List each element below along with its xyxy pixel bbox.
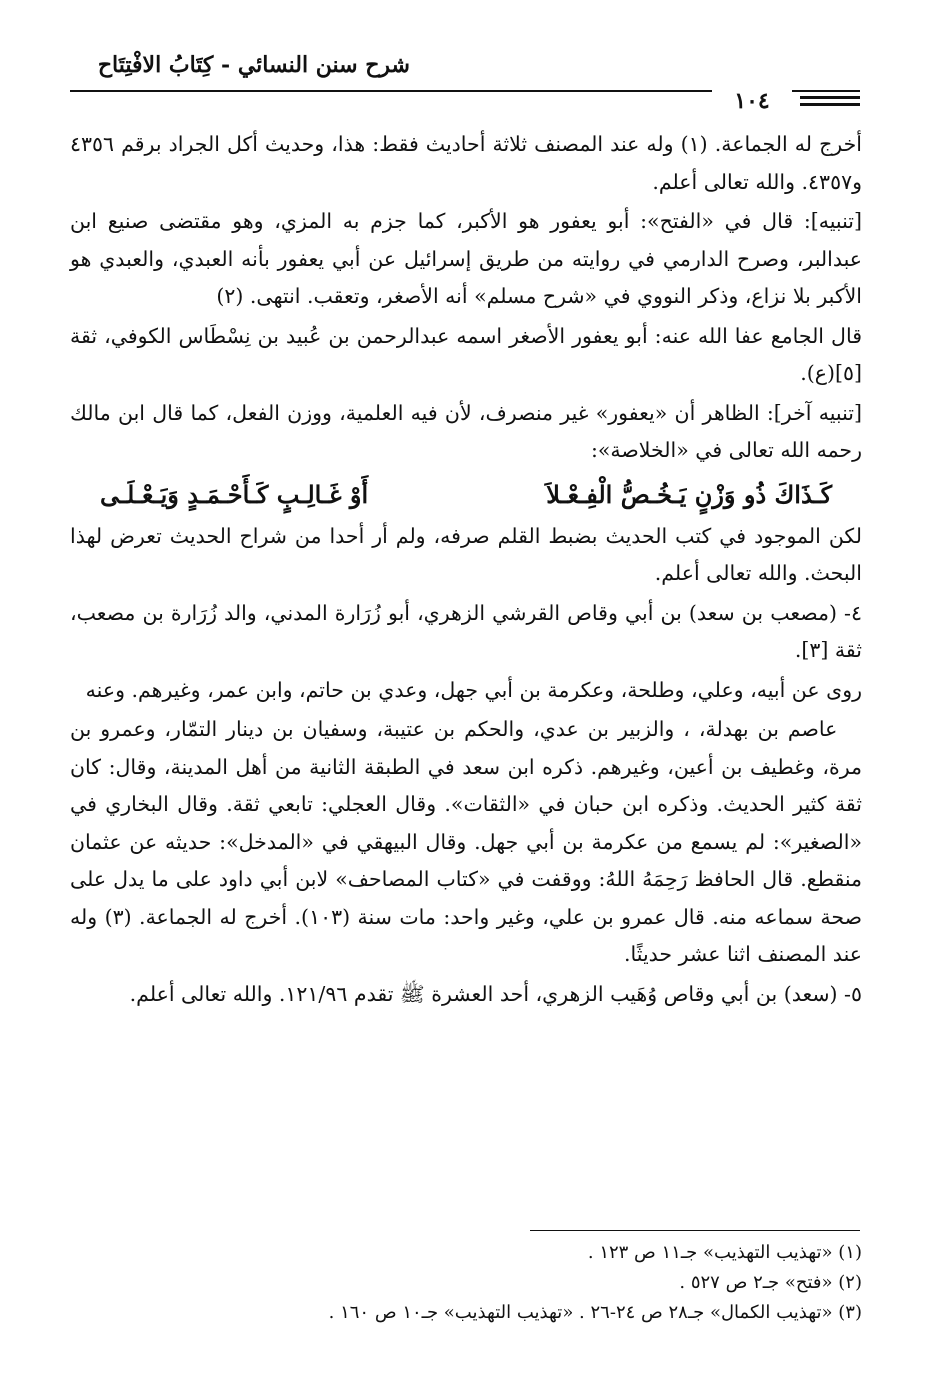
paragraph: ٥- (سعد) بن أبي وقاص وُهَيب الزهري، أحد العشرة ﷺ تقدم ١٢١/٩٦. والله تعالى أعلم. (129, 981, 862, 1006)
paragraph: عاصم بن بهدلة، ، والزبير بن عدي، والحكم بن عتيبة، وسفيان بن دينار التمّار، وعمرو بن مرة، وغطيف بن أعين، وغيرهم. ذكره ابن سعد في الطبقة الثانية من أهل المدينة، وقال: كان ثقة كثير الحديث. وذكره ابن حبان في «الثقات». وقال العجلي: تابعي ثقة. وقال البخاري في «الصغير»: لم يسمع من عكرمة بن أبي جهل. وقال البيهقي في «المدخل»: حديثه عن عثمان منقطع. قال الحافظ رَحِمَهُ اللهُ: ووقفت في «كتاب المصاحف» لابن أبي داود على ما يدل على صحة سماعه منه. قال عمرو بن علي، وغير واحد: مات سنة (١٠٣). أخرج له الجماعة. (٣) وله عند المصنف اثنا عشر حديثًا. (70, 717, 862, 966)
paragraph: أخرج له الجماعة. (١) وله عند المصنف ثلاثة أحاديث فقط: هذا، وحديث أكل الجراد برقم ٤٣٥٦ و٤٣٥٧. والله تعالى أعلم. (70, 132, 862, 194)
body-text (70, 126, 862, 1015)
poetry-verse (70, 472, 862, 518)
footnote: (٣) «تهذيب الكمال» جـ٢٨ ص ٢٤-٢٦ . «تهذيب التهذيب» جـ١٠ ص ١٦٠ . (328, 1302, 862, 1323)
footnote: (٢) «فتح» جـ٢ ص ٥٢٧ . (679, 1272, 862, 1293)
paragraph: قال الجامع عفا الله عنه: أبو يعفور الأصغر اسمه عبدالرحمن بن عُبيد بن نِسْطَاس الكوفي، ثقة [٥](ع). (70, 323, 862, 385)
footnotes (70, 1238, 862, 1328)
paragraph: لكن الموجود في كتب الحديث بضبط القلم صرفه، ولم أر أحدا من شراح الحديث تعرض لهذا البحث. والله تعالى أعلم. (70, 523, 862, 585)
footnote: (١) «تهذيب التهذيب» جـ١١ ص ١٢٣ . (587, 1242, 862, 1263)
footnote-rule (530, 1230, 860, 1231)
verse-hemistich-1: كَـذَاكَ ذُو وَزْنٍ يَـخُـصُّ الْفِـعْـلاَ (546, 479, 832, 509)
paragraph: [تنبيه]: قال في «الفتح»: أبو يعفور هو الأكبر، كما جزم به المزي، وهو مقتضى صنيع ابن عبدالبر، وصرح الدارمي في روايته من طريق إسرائيل عن أبي يعفور بأنه العبدي، والعبدي هو الأكبر بلا نزاع، وذكر النووي في «شرح مسلم» أنه الأصغر، وتعقب. انتهى. (٢) (70, 209, 862, 308)
page-number: ١٠٤ (712, 88, 792, 114)
page-number-ornament (800, 96, 860, 110)
paragraph: روى عن أبيه، وعلي، وطلحة، وعكرمة بن أبي جهل، وعدي بن حاتم، وابن عمر، وغيرهم. وعنه (85, 677, 862, 702)
paragraph: [تنبيه آخر]: الظاهر أن «يعفور» غير منصرف، لأن فيه العلمية، ووزن الفعل، كما قال ابن مالك رحمه الله تعالى في «الخلاصة»: (70, 400, 862, 462)
running-title: شرح سنن النسائي - كِتَابُ الافْتِتَاح (97, 52, 410, 78)
verse-hemistich-2: أَوْ غَـالِـبٍ كَـأَحْـمَـدٍ وَيَـعْـلَـى (100, 479, 369, 509)
paragraph: ٤- (مصعب بن سعد) بن أبي وقاص القرشي الزهري، أبو زُرَارة المدني، والد زُرَارة بن مصعب، ثقة [٣]. (70, 600, 862, 662)
